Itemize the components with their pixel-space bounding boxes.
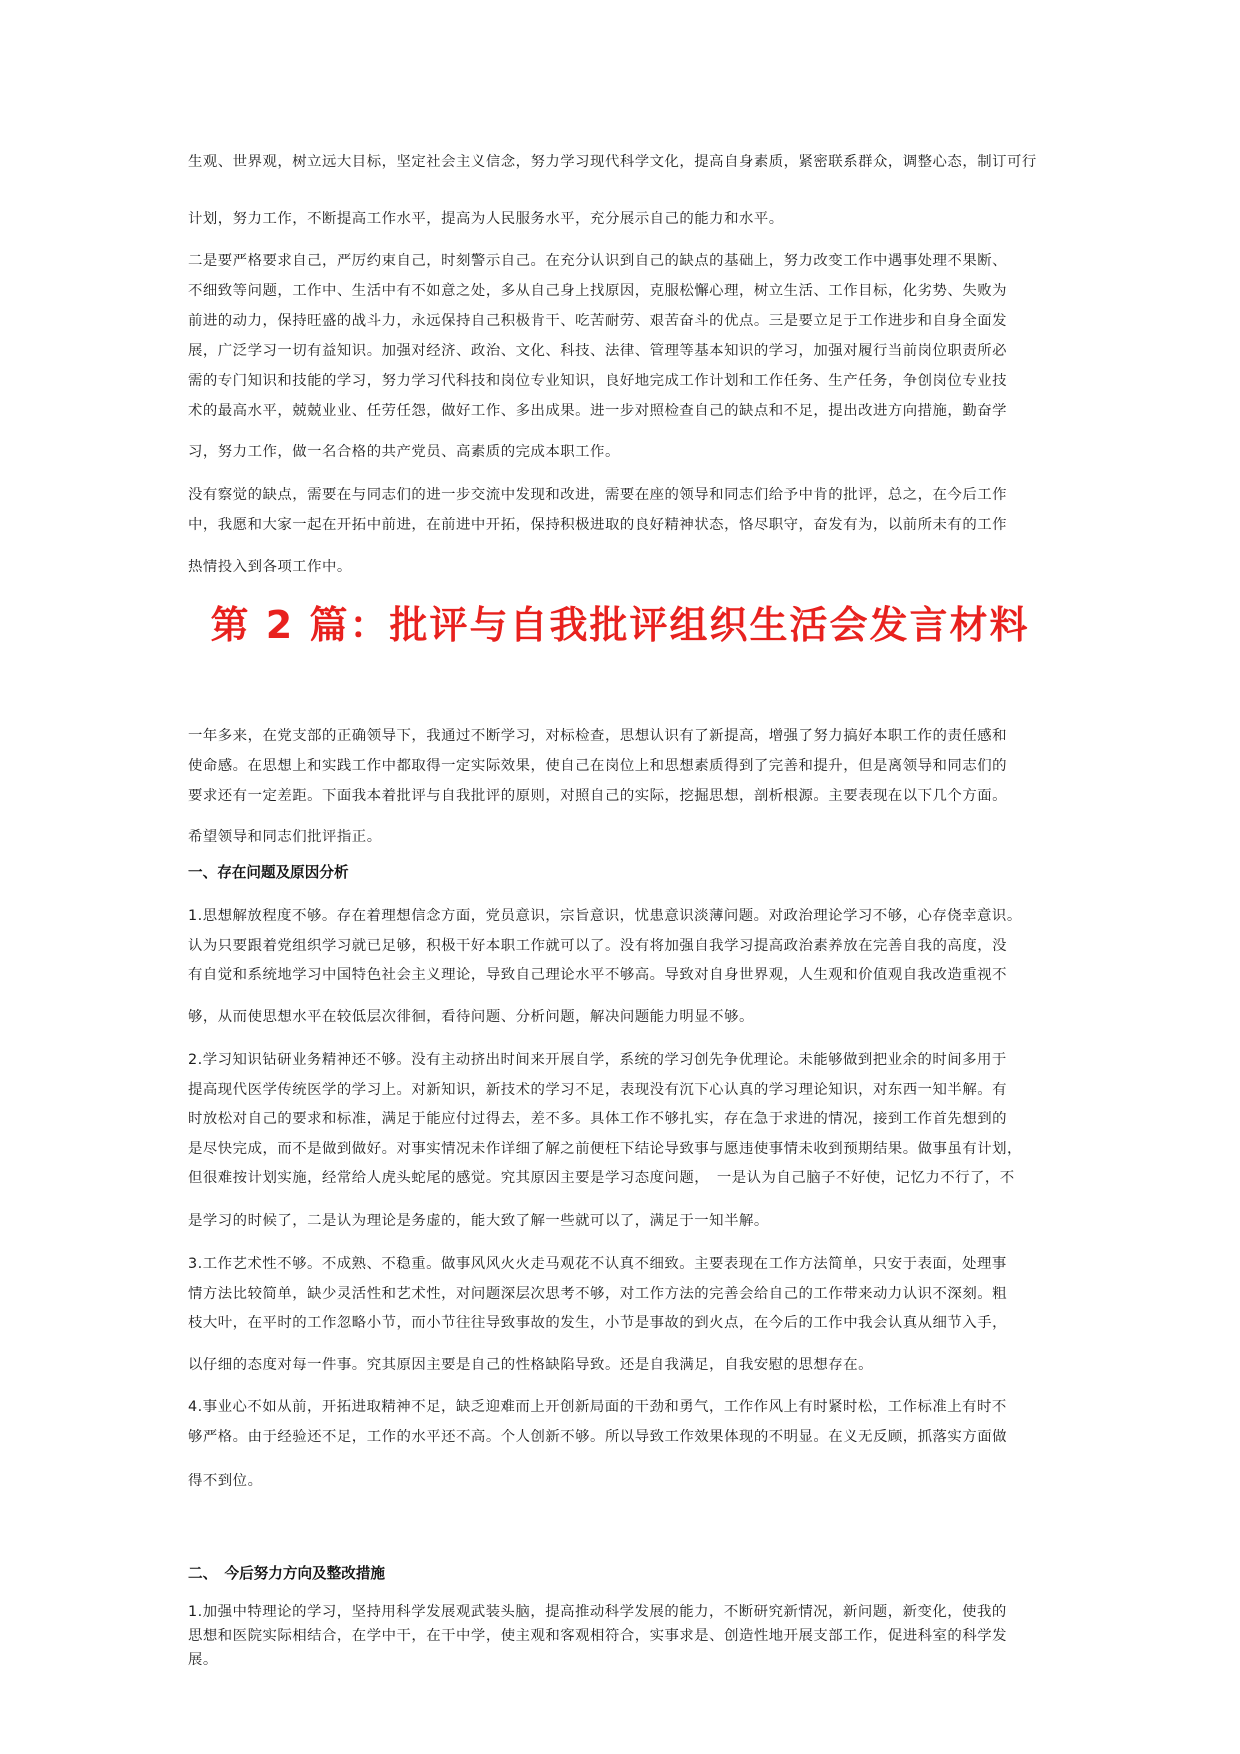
text-line: 1.思想解放程度不够。存在着理想信念方面，党员意识，宗旨意识，忧患意识淡薄问题。对政治理论学习不够，心存侥幸意识。: [188, 908, 1022, 924]
text-line: 够，从而使思想水平在较低层次徘徊，看待问题、分析问题，解决问题能力明显不够。: [188, 1009, 754, 1025]
section-heading: 二、 今后努力方向及整改措施: [188, 1565, 386, 1582]
text-line: 2.学习知识钻研业务精神还不够。没有主动挤出时间来开展自学，系统的学习创先争优理论。未能够做到把业余的时间多用于: [188, 1052, 1007, 1068]
text-line: 情方法比较简单，缺少灵活性和艺术性，对问题深层次思考不够，对工作方法的完善会给自己的工作带来动力认识不深刻。粗: [188, 1285, 1007, 1302]
text-line: 习，努力工作，做一名合格的共产党员、高素质的完成本职工作。: [188, 444, 620, 460]
paragraph: [188, 552, 1056, 582]
paragraph: [188, 902, 1056, 991]
text-line: 展。: [188, 1652, 218, 1668]
section-heading: 一、存在问题及原因分析: [188, 864, 349, 881]
paragraph: [188, 1250, 1056, 1339]
text-line: 前进的动力，保持旺盛的战斗力，永远保持自己积极肯干、吃苦耐劳、艰苦奋斗的优点。三是要立足于工作进步和自身全面发: [188, 313, 1007, 329]
text-line: 认为只要跟着党组织学习就已足够，积极干好本职工作就可以了。没有将加强自我学习提高政治素养放在完善自我的高度，没: [188, 937, 1007, 954]
paragraph: [188, 246, 1056, 426]
text-line: 希望领导和同志们批评指正。: [188, 829, 382, 845]
text-line: 枝大叶，在平时的工作忽略小节，而小节往往导致事故的发生，小节是事故的到火点，在今后的工作中我会认真从细节入手，: [188, 1315, 1007, 1331]
paragraph: [188, 1206, 1056, 1236]
paragraph: [188, 1466, 1056, 1496]
text-line: 术的最高水平，兢兢业业、任劳任怨，做好工作、多出成果。进一步对照检查自己的缺点和不足，提出改进方向措施，勤奋学: [188, 403, 1007, 419]
text-line: 有自觉和系统地学习中国特色社会主义理论，导致自己理论水平不够高。导致对自身世界观，人生观和价值观自我改造重视不: [188, 967, 1007, 983]
text-line: 使命感。在思想上和实践工作中都取得一定实际效果，使自己在岗位上和思想素质得到了完善和提升，但是离领导和同志们的: [188, 758, 1007, 774]
paragraph: [188, 147, 1056, 177]
text-line: 生观、世界观，树立远大目标，坚定社会主义信念，努力学习现代科学文化，提高自身素质，紧密联系群众，调整心态，制订可行: [188, 154, 1037, 170]
text-line: 够严格。由于经验还不足，工作的水平还不高。个人创新不够。所以导致工作效果体现的不明显。在义无反顾，抓落实方面做: [188, 1428, 1007, 1445]
text-line: 3.工作艺术性不够。不成熟、不稳重。做事风风火火走马观花不认真不细致。主要表现在工作方法简单，只安于表面，处理事: [188, 1256, 1007, 1272]
text-line: 热情投入到各项工作中。: [188, 559, 352, 575]
paragraph: [188, 1350, 1056, 1380]
text-line: 以仔细的态度对每一件事。究其原因主要是自己的性格缺陷导致。还是自我满足，自我安慰的思想存在。: [188, 1357, 873, 1373]
text-line: 计划，努力工作，不断提高工作水平，提高为人民服务水平，充分展示自己的能力和水平。: [188, 211, 784, 227]
text-line: 1.加强中特理论的学习，坚持用科学发展观武装头脑，提高推动科学发展的能力，不断研究新情况，新问题，新变化，使我的: [188, 1604, 1007, 1620]
paragraph: [188, 1600, 1056, 1672]
text-line: 4.事业心不如从前，开拓进取精神不足，缺乏迎难而上开创新局面的干劲和勇气，工作作风上有时紧时松，工作标准上有时不: [188, 1399, 1007, 1415]
text-line: 没有察觉的缺点，需要在与同志们的进一步交流中发现和改进，需要在座的领导和同志们给予中肯的批评，总之，在今后工作: [188, 487, 1007, 503]
article-title: 第 2 篇：批评与自我批评组织生活会发言材料: [210, 603, 1030, 647]
text-line: 一年多来，在党支部的正确领导下，我通过不断学习，对标检查，思想认识有了新提高，增强了努力搞好本职工作的责任感和: [188, 728, 1007, 744]
paragraph: [188, 1046, 1056, 1194]
text-line: 提高现代医学传统医学的学习上。对新知识，新技术的学习不足，表现没有沉下心认真的学习理论知识，对东西一知半解。有: [188, 1081, 1007, 1098]
paragraph: [188, 437, 1056, 467]
paragraph: [188, 1393, 1056, 1452]
text-line: 是学习的时候了，二是认为理论是务虚的，能大致了解一些就可以了，满足于一知半解。: [188, 1213, 769, 1229]
paragraph: [188, 204, 1056, 234]
text-line: 不细致等问题，工作中、生活中有不如意之处，多从自己身上找原因，克服松懈心理，树立生活、工作目标，化劣势、失败为: [188, 283, 1007, 299]
paragraph: [188, 822, 1056, 852]
text-line: 是尽快完成，而不是做到做好。对事实情况未作详细了解之前便枉下结论导致事与愿违使事情未收到预期结果。做事虽有计划，: [188, 1140, 1022, 1157]
text-line: 但很难按计划实施，经常给人虎头蛇尾的感觉。究其原因主要是学习态度问题， 一是认为自己脑子不好使，记忆力不行了，不: [188, 1170, 1015, 1186]
text-line: 得不到位。: [188, 1473, 263, 1489]
paragraph: [188, 1002, 1056, 1032]
text-line: 二是要严格要求自己，严厉约束自己，时刻警示自己。在充分认识到自己的缺点的基础上，努力改变工作中遇事处理不果断、: [188, 253, 1007, 269]
text-line: 中，我愿和大家一起在开拓中前进，在前进中开拓，保持积极进取的良好精神状态，恪尽职守，奋发有为，以前所未有的工作: [188, 517, 1007, 533]
paragraph: [188, 721, 1056, 811]
text-line: 要求还有一定差距。下面我本着批评与自我批评的原则，对照自己的实际，挖掘思想，剖析根源。主要表现在以下几个方面。: [188, 788, 1007, 804]
text-line: 需的专门知识和技能的学习，努力学习代科技和岗位专业知识，良好地完成工作计划和工作任务、生产任务，争创岗位专业技: [188, 373, 1007, 389]
text-line: 思想和医院实际相结合，在学中干，在干中学，使主观和客观相符合，实事求是、创造性地开展支部工作，促进科室的科学发: [188, 1628, 1007, 1644]
text-line: 时放松对自己的要求和标准，满足于能应付过得去，差不多。具体工作不够扎实，存在急于求进的情况，接到工作首先想到的: [188, 1111, 1007, 1127]
text-line: 展，广泛学习一切有益知识。加强对经济、政治、文化、科技、法律、管理等基本知识的学习，加强对履行当前岗位职责所必: [188, 343, 1007, 359]
paragraph: [188, 480, 1056, 540]
